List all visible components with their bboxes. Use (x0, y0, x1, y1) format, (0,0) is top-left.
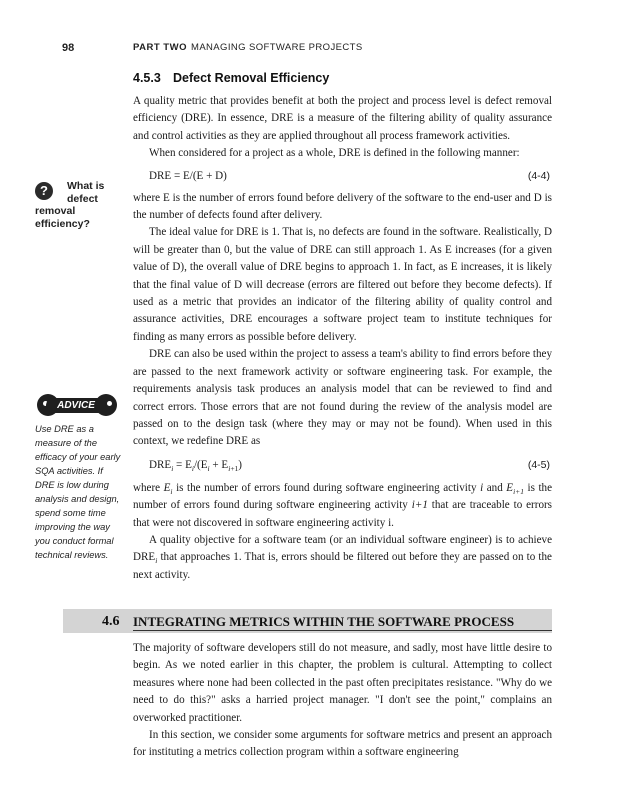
paragraph: The ideal value for DRE is 1. That is, no defects are found in the software. Realistically, D will be greater than 0, but the value of DRE can still approach 1. As E increases (for a given value of D), the overall value of DRE begins to approach 1. In fact, as E increases, it is likely that the final value of D will decrease (errors are filtered out before they become defects). If used as a metric that provides an indicator of the filtering ability of quality control and assurance activities, DRE encourages a software project team to institute techniques for finding as many errors as possible before delivery. (133, 226, 552, 343)
paragraph: A quality objective for a software team (or an individual software engineer) is to achieve $DRE_i$ that approaches 1. That is, errors should be filtered out before they are passed on to the next activity. (133, 533, 552, 581)
paragraph: where E is the number of errors found before delivery of the software to the end-user and D is the number of defects found after delivery. (133, 191, 552, 222)
subsection-title: Defect Removal Efficiency (173, 71, 330, 85)
advice-label: ADVICE (46, 398, 106, 413)
equation-4-4 (133, 168, 552, 185)
subsection-number: 4.5.3 (133, 71, 161, 85)
body-column-bottom (133, 640, 552, 762)
advice-icon (37, 393, 119, 417)
paragraph: In this section, we consider some arguments for software metrics and present an approach for instituting a metrics collection program within a software engineering (133, 729, 552, 759)
section-rule (133, 630, 552, 631)
paragraph: DRE can also be used within the project to assess a team's ability to find errors before they are passed to the next framework activity or software engineering task. For example, the requirements analysis task produces an analysis model that can be reviewed to find and correct errors. Those errors that are not found during the review of the analysis model are passed on to the design task (where they may or may not be found). When used in this context, we redefine DRE as (133, 348, 552, 448)
question-mark-icon: ? (35, 182, 53, 200)
equation-number: (4-4) (527, 169, 550, 182)
margin-question: ? What is defect removal efficiency? (35, 180, 105, 230)
subsection-heading (133, 71, 329, 85)
paragraph: A quality metric that provides benefit at both the project and process level is defect removal efficiency (DRE). In essence, DRE is a measure of the filtering ability of quality assurance and control activities as they are applied throughout all process framework activities. (133, 95, 552, 142)
equation-4-5 (133, 457, 552, 474)
running-head-section: MANAGING SOFTWARE PROJECTS (191, 42, 363, 53)
page-number: 98 (62, 42, 75, 54)
paragraph: When considered for a project as a whole, DRE is defined in the following manner: (149, 147, 520, 160)
equation-formula: $DRE_i = E_i/(E_i + E_{i+1})$ (149, 458, 242, 473)
equation-number: (4-5) (527, 458, 550, 471)
equation-formula: DRE = E/(E + D) (149, 169, 227, 182)
body-column-top (133, 93, 552, 584)
paragraph: where $E_i$ is the number of errors found during software engineering activity i and $E_{i+1}$ is the number of errors found during software engineering activity i+1 that are traceable to errors that were not discovered in software engineering activity i. (133, 481, 553, 529)
advice-text: Use DRE as a measure of the efficacy of your early SQA activities. If DRE is low during analysis and design, spend some time improving the way you conduct formal technical reviews. (35, 424, 121, 560)
section-title: INTEGRATING METRICS WITHIN THE SOFTWARE PROCESS (133, 614, 515, 629)
section-number: 4.6 (102, 614, 120, 629)
paragraph: The majority of software developers still do not measure, and sadly, most have little desire to begin. As we noted earlier in this chapter, the problem is cultural. Attempting to collect measures where none had been collected in the past often precipitates resistance. "Why do we need to do this?" asks a harried project manager. "I don't see the point," complains an overworked practitioner. (133, 642, 552, 724)
running-head-part: PART TWO (133, 42, 187, 53)
